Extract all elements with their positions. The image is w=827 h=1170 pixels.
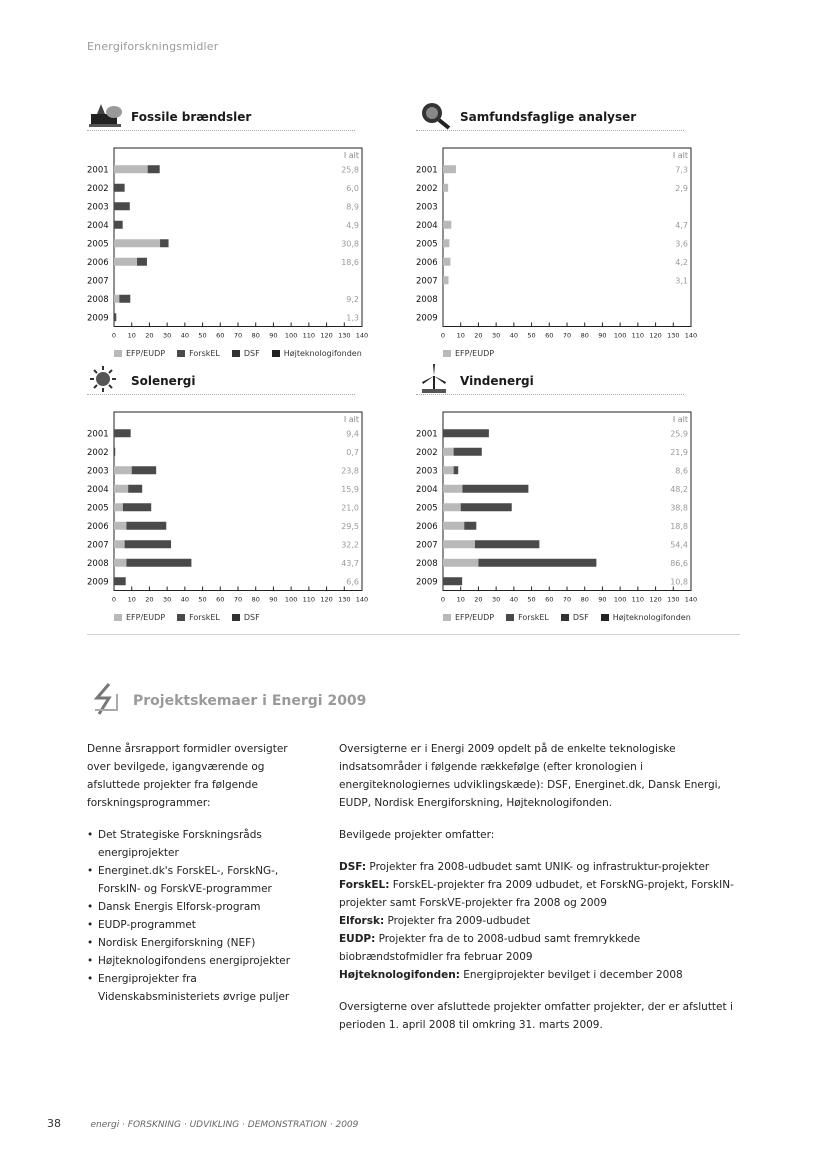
x-tick-label: 90 bbox=[598, 595, 607, 604]
list-item: • Energinet.dk's ForskEL-, ForskNG-, ForskIN- og ForskVE-programmer bbox=[87, 862, 297, 898]
x-tick-label: 90 bbox=[269, 331, 278, 340]
x-tick-label: 40 bbox=[509, 331, 518, 340]
bar-segment bbox=[443, 276, 448, 284]
bar-segment bbox=[114, 522, 126, 530]
total-label: 54,4 bbox=[670, 540, 688, 550]
total-label: 0,7 bbox=[346, 447, 359, 457]
x-tick-label: 50 bbox=[198, 595, 207, 604]
year-label: 2005 bbox=[416, 503, 438, 514]
x-tick-label: 110 bbox=[302, 595, 316, 604]
year-label: 2005 bbox=[416, 239, 438, 250]
total-label: 43,7 bbox=[341, 558, 359, 568]
total-label: 7,3 bbox=[675, 165, 688, 175]
total-header: I alt bbox=[672, 415, 688, 424]
bar-segment bbox=[443, 239, 449, 247]
x-tick-label: 100 bbox=[284, 331, 298, 340]
legend-label: EFP/EUDP bbox=[126, 612, 166, 622]
x-tick-label: 30 bbox=[163, 331, 172, 340]
x-tick-label: 20 bbox=[474, 595, 483, 604]
bar-segment bbox=[114, 313, 116, 321]
bar-segment bbox=[160, 239, 169, 247]
total-label: 8,6 bbox=[675, 466, 688, 476]
legend-label: ForskEL bbox=[518, 612, 549, 622]
list-item: • Energiprojekter fra Videnskabsministeriets øvrige puljer bbox=[87, 970, 297, 1006]
definition-item: DSF: Projekter fra 2008-udbudet samt UNIK- og infrastruktur-projekter bbox=[339, 861, 710, 873]
bar-segment bbox=[126, 559, 191, 567]
bar-segment bbox=[114, 577, 126, 585]
x-tick-label: 20 bbox=[145, 331, 154, 340]
legend-swatch bbox=[561, 614, 569, 621]
bar-segment bbox=[443, 221, 451, 229]
legend-item bbox=[272, 349, 362, 358]
legend-label: DSF bbox=[243, 612, 260, 622]
running-head: Energiforskningsmidler bbox=[87, 40, 219, 53]
year-label: 2006 bbox=[87, 521, 109, 532]
year-label: 2007 bbox=[416, 276, 438, 287]
legend-item bbox=[232, 613, 260, 622]
x-tick-label: 120 bbox=[320, 595, 333, 604]
year-label: 2004 bbox=[416, 484, 438, 495]
year-label: 2005 bbox=[87, 239, 109, 250]
bar-segment bbox=[114, 295, 119, 303]
year-label: 2007 bbox=[416, 540, 438, 551]
legend-swatch bbox=[601, 614, 609, 621]
legend-label: ForskEL bbox=[189, 612, 220, 622]
legend-item bbox=[114, 349, 165, 358]
x-tick-label: 120 bbox=[320, 331, 333, 340]
x-tick-label: 80 bbox=[580, 331, 589, 340]
bar-segment bbox=[443, 559, 478, 567]
list-item: • Højteknologifondens energiprojekter bbox=[87, 952, 297, 970]
x-tick-label: 10 bbox=[127, 331, 136, 340]
plot-frame bbox=[443, 148, 691, 327]
year-label: 2001 bbox=[87, 165, 109, 176]
x-tick-label: 110 bbox=[302, 331, 316, 340]
section-logo-icon bbox=[87, 680, 127, 720]
bar-segment bbox=[443, 184, 448, 192]
x-tick-label: 10 bbox=[456, 595, 465, 604]
x-tick-label: 130 bbox=[338, 595, 351, 604]
bar-segment bbox=[475, 540, 539, 548]
total-label: 25,8 bbox=[341, 165, 359, 175]
year-label: 2001 bbox=[87, 429, 109, 440]
chart-svg bbox=[87, 100, 367, 350]
x-tick-label: 40 bbox=[180, 595, 189, 604]
total-header: I alt bbox=[343, 151, 359, 160]
total-label: 6,0 bbox=[346, 183, 359, 193]
total-label: 9,2 bbox=[346, 294, 359, 304]
legend-label: EFP/EUDP bbox=[126, 348, 166, 358]
year-label: 2007 bbox=[87, 540, 109, 551]
year-label: 2008 bbox=[416, 294, 438, 305]
x-tick-label: 50 bbox=[527, 595, 536, 604]
x-tick-label: 70 bbox=[562, 595, 572, 604]
bar-segment bbox=[126, 522, 166, 530]
bar-segment bbox=[123, 503, 151, 511]
legend-label: EFP/EUDP bbox=[455, 348, 495, 358]
legend-swatch bbox=[177, 614, 185, 621]
bar-segment bbox=[114, 559, 126, 567]
x-tick-label: 50 bbox=[527, 331, 536, 340]
page-footer bbox=[47, 1117, 358, 1130]
bar-segment bbox=[148, 165, 160, 173]
year-label: 2006 bbox=[87, 257, 109, 268]
legend-item bbox=[443, 613, 494, 622]
chart-legend bbox=[114, 349, 374, 358]
chart-fossil bbox=[87, 100, 387, 358]
x-tick-label: 50 bbox=[198, 331, 207, 340]
bar-segment bbox=[443, 485, 462, 493]
x-tick-label: 0 bbox=[440, 595, 446, 604]
total-label: 18,6 bbox=[341, 257, 359, 267]
definition-item: Højteknologifonden: Energiprojekter bevilget i december 2008 bbox=[339, 969, 683, 981]
chart-samfund bbox=[416, 100, 716, 358]
list-item: • Dansk Energis Elforsk-program bbox=[87, 898, 297, 916]
bar-segment bbox=[128, 485, 142, 493]
year-label: 2009 bbox=[87, 313, 109, 324]
footer-text: energi · FORSKNING · UDVIKLING · DEMONSTRATION · 2009 bbox=[90, 1120, 359, 1130]
legend-item bbox=[601, 613, 691, 622]
chart-title: Solenergi bbox=[131, 374, 196, 388]
total-label: 32,2 bbox=[341, 540, 359, 550]
bar-segment bbox=[443, 165, 456, 173]
x-tick-label: 80 bbox=[580, 595, 589, 604]
bar-segment bbox=[119, 295, 130, 303]
total-label: 2,9 bbox=[675, 183, 688, 193]
x-tick-label: 60 bbox=[545, 595, 554, 604]
x-tick-label: 110 bbox=[631, 595, 645, 604]
left-column bbox=[87, 740, 297, 1006]
bar-segment bbox=[114, 239, 160, 247]
legend-swatch bbox=[114, 614, 122, 621]
chart-svg bbox=[416, 100, 696, 350]
total-label: 4,2 bbox=[675, 257, 688, 267]
closed-projects-paragraph: Oversigterne over afsluttede projekter omfatter projekter, der er afsluttet i perioden 1. april 2008 til omkring 31. marts 2009. bbox=[339, 1001, 733, 1031]
bar-segment bbox=[114, 448, 115, 456]
chart-svg bbox=[416, 364, 696, 614]
total-label: 3,1 bbox=[675, 276, 688, 286]
x-tick-label: 140 bbox=[355, 595, 369, 604]
year-label: 2004 bbox=[416, 220, 438, 231]
total-label: 15,9 bbox=[341, 484, 359, 494]
legend-item bbox=[114, 613, 165, 622]
bar-segment bbox=[478, 559, 596, 567]
section-divider bbox=[87, 634, 740, 635]
chart-legend bbox=[443, 613, 703, 622]
x-tick-label: 140 bbox=[355, 331, 369, 340]
x-tick-label: 140 bbox=[684, 595, 698, 604]
legend-swatch bbox=[506, 614, 514, 621]
bar-segment bbox=[443, 540, 475, 548]
year-label: 2005 bbox=[87, 503, 109, 514]
right-column bbox=[339, 740, 734, 1048]
bar-segment bbox=[114, 503, 123, 511]
legend-item bbox=[506, 613, 549, 622]
total-label: 48,2 bbox=[670, 484, 688, 494]
year-label: 2006 bbox=[416, 521, 438, 532]
total-label: 1,3 bbox=[346, 313, 359, 323]
year-label: 2006 bbox=[416, 257, 438, 268]
total-label: 10,8 bbox=[670, 577, 688, 587]
legend-swatch bbox=[232, 350, 240, 357]
x-tick-label: 120 bbox=[649, 595, 662, 604]
x-tick-label: 0 bbox=[111, 595, 117, 604]
x-tick-label: 70 bbox=[233, 331, 243, 340]
year-label: 2009 bbox=[87, 577, 109, 588]
program-list bbox=[87, 826, 297, 1006]
chart-title: Vindenergi bbox=[460, 374, 534, 388]
x-tick-label: 80 bbox=[251, 331, 260, 340]
year-label: 2003 bbox=[416, 202, 438, 213]
year-label: 2003 bbox=[87, 466, 109, 477]
x-tick-label: 130 bbox=[667, 331, 680, 340]
chart-solenergi bbox=[87, 364, 387, 622]
total-label: 38,8 bbox=[670, 503, 688, 513]
bar-segment bbox=[443, 429, 489, 437]
x-tick-label: 10 bbox=[127, 595, 136, 604]
total-label: 23,8 bbox=[341, 466, 359, 476]
x-tick-label: 130 bbox=[667, 595, 680, 604]
bar-segment bbox=[443, 466, 454, 474]
year-label: 2008 bbox=[416, 558, 438, 569]
total-label: 6,6 bbox=[346, 577, 359, 587]
legend-label: EFP/EUDP bbox=[455, 612, 495, 622]
x-tick-label: 60 bbox=[545, 331, 554, 340]
bar-segment bbox=[114, 258, 137, 266]
total-label: 8,9 bbox=[346, 202, 359, 212]
plot-frame bbox=[114, 148, 362, 327]
x-tick-label: 40 bbox=[180, 331, 189, 340]
x-tick-label: 30 bbox=[492, 595, 501, 604]
list-item: • EUDP-programmet bbox=[87, 916, 297, 934]
x-tick-label: 90 bbox=[598, 331, 607, 340]
definition-list bbox=[339, 858, 734, 984]
x-tick-label: 130 bbox=[338, 331, 351, 340]
x-tick-label: 70 bbox=[562, 331, 572, 340]
chart-legend bbox=[114, 613, 272, 622]
total-label: 4,7 bbox=[675, 220, 688, 230]
order-paragraph: Oversigterne er i Energi 2009 opdelt på de enkelte teknologiske indsatsområder i følgende rækkefølge (efter kronologien i energiteknologiernes udviklingskæde): DSF, Energinet.dk, Dansk Energi, EUDP, Nordisk Energiforskning, Højteknologifonden. bbox=[339, 743, 721, 809]
total-label: 4,9 bbox=[346, 220, 359, 230]
granted-heading: Bevilgede projekter omfatter: bbox=[339, 829, 495, 841]
legend-swatch bbox=[114, 350, 122, 357]
year-label: 2008 bbox=[87, 558, 109, 569]
bar-segment bbox=[454, 448, 482, 456]
total-label: 18,8 bbox=[670, 521, 688, 531]
total-label: 21,0 bbox=[341, 503, 359, 513]
year-label: 2007 bbox=[87, 276, 109, 287]
total-label: 25,9 bbox=[670, 429, 688, 439]
year-label: 2009 bbox=[416, 577, 438, 588]
year-label: 2004 bbox=[87, 484, 109, 495]
legend-item bbox=[561, 613, 589, 622]
total-label: 9,4 bbox=[346, 429, 359, 439]
list-item: • Nordisk Energiforskning (NEF) bbox=[87, 934, 297, 952]
legend-swatch bbox=[272, 350, 280, 357]
x-tick-label: 30 bbox=[492, 331, 501, 340]
legend-label: Højteknologifonden bbox=[283, 348, 362, 358]
bar-segment bbox=[443, 577, 462, 585]
legend-item bbox=[232, 349, 260, 358]
legend-label: Højteknologifonden bbox=[612, 612, 691, 622]
x-tick-label: 140 bbox=[684, 331, 698, 340]
year-label: 2003 bbox=[87, 202, 109, 213]
x-tick-label: 100 bbox=[613, 331, 627, 340]
bar-segment bbox=[114, 485, 128, 493]
total-label: 86,6 bbox=[670, 558, 688, 568]
bar-segment bbox=[114, 202, 130, 210]
year-label: 2008 bbox=[87, 294, 109, 305]
bar-segment bbox=[443, 258, 450, 266]
legend-label: ForskEL bbox=[189, 348, 220, 358]
year-label: 2002 bbox=[416, 447, 438, 458]
x-tick-label: 20 bbox=[474, 331, 483, 340]
x-tick-label: 100 bbox=[284, 595, 298, 604]
bar-segment bbox=[114, 165, 148, 173]
legend-swatch bbox=[443, 350, 451, 357]
bar-segment bbox=[454, 466, 459, 474]
chart-vindenergi bbox=[416, 364, 716, 622]
intro-paragraph: Denne årsrapport formidler oversigter over bevilgede, igangværende og afsluttede projekter fra følgende forskningsprogrammer: bbox=[87, 743, 288, 809]
year-label: 2003 bbox=[416, 466, 438, 477]
bar-segment bbox=[114, 429, 131, 437]
list-item: • Det Strategiske Forskningsråds energiprojekter bbox=[87, 826, 297, 862]
legend-label: DSF bbox=[243, 348, 260, 358]
x-tick-label: 10 bbox=[456, 331, 465, 340]
bar-segment bbox=[462, 485, 528, 493]
legend-swatch bbox=[232, 614, 240, 621]
bar-segment bbox=[114, 466, 132, 474]
page-number: 38 bbox=[47, 1117, 61, 1130]
year-label: 2009 bbox=[416, 313, 438, 324]
legend-swatch bbox=[177, 350, 185, 357]
chart-svg bbox=[87, 364, 367, 614]
definition-item: EUDP: Projekter fra de to 2008-udbud samt fremrykkede biobrændstofmidler fra februar 2009 bbox=[339, 933, 641, 963]
chart-title: Samfundsfaglige analyser bbox=[460, 110, 637, 124]
definition-item: Elforsk: Projekter fra 2009-udbudet bbox=[339, 915, 531, 927]
x-tick-label: 110 bbox=[631, 331, 645, 340]
year-label: 2001 bbox=[416, 429, 438, 440]
x-tick-label: 100 bbox=[613, 595, 627, 604]
x-tick-label: 0 bbox=[111, 331, 117, 340]
total-header: I alt bbox=[343, 415, 359, 424]
x-tick-label: 40 bbox=[509, 595, 518, 604]
bar-segment bbox=[114, 540, 125, 548]
section-title: Projektskemaer i Energi 2009 bbox=[133, 693, 367, 709]
chart-title: Fossile brændsler bbox=[131, 110, 252, 124]
bar-segment bbox=[125, 540, 171, 548]
year-label: 2001 bbox=[416, 165, 438, 176]
x-tick-label: 120 bbox=[649, 331, 662, 340]
legend-item bbox=[443, 349, 494, 358]
bar-segment bbox=[132, 466, 156, 474]
total-label: 30,8 bbox=[341, 239, 359, 249]
x-tick-label: 60 bbox=[216, 595, 225, 604]
total-label: 3,6 bbox=[675, 239, 688, 249]
legend-item bbox=[177, 349, 220, 358]
bar-segment bbox=[137, 258, 147, 266]
definition-item: ForskEL: ForskEL-projekter fra 2009 udbudet, et ForskNG-projekt, ForskIN-projekter samt ForskVE-projekter fra 2008 og 2009 bbox=[339, 879, 734, 909]
bar-segment bbox=[461, 503, 512, 511]
bar-segment bbox=[464, 522, 476, 530]
x-tick-label: 60 bbox=[216, 331, 225, 340]
x-tick-label: 70 bbox=[233, 595, 243, 604]
bar-segment bbox=[114, 221, 123, 229]
bar-segment bbox=[443, 503, 461, 511]
year-label: 2002 bbox=[87, 447, 109, 458]
bar-segment bbox=[443, 448, 454, 456]
legend-item bbox=[177, 613, 220, 622]
x-tick-label: 20 bbox=[145, 595, 154, 604]
x-tick-label: 90 bbox=[269, 595, 278, 604]
total-header: I alt bbox=[672, 151, 688, 160]
total-label: 29,5 bbox=[341, 521, 359, 531]
total-label: 21,9 bbox=[670, 447, 688, 457]
year-label: 2004 bbox=[87, 220, 109, 231]
x-tick-label: 80 bbox=[251, 595, 260, 604]
bar-segment bbox=[114, 184, 125, 192]
bar-segment bbox=[443, 522, 464, 530]
year-label: 2002 bbox=[416, 183, 438, 194]
x-tick-label: 0 bbox=[440, 331, 446, 340]
legend-label: DSF bbox=[572, 612, 589, 622]
chart-legend bbox=[443, 349, 506, 358]
legend-swatch bbox=[443, 614, 451, 621]
year-label: 2002 bbox=[87, 183, 109, 194]
x-tick-label: 30 bbox=[163, 595, 172, 604]
